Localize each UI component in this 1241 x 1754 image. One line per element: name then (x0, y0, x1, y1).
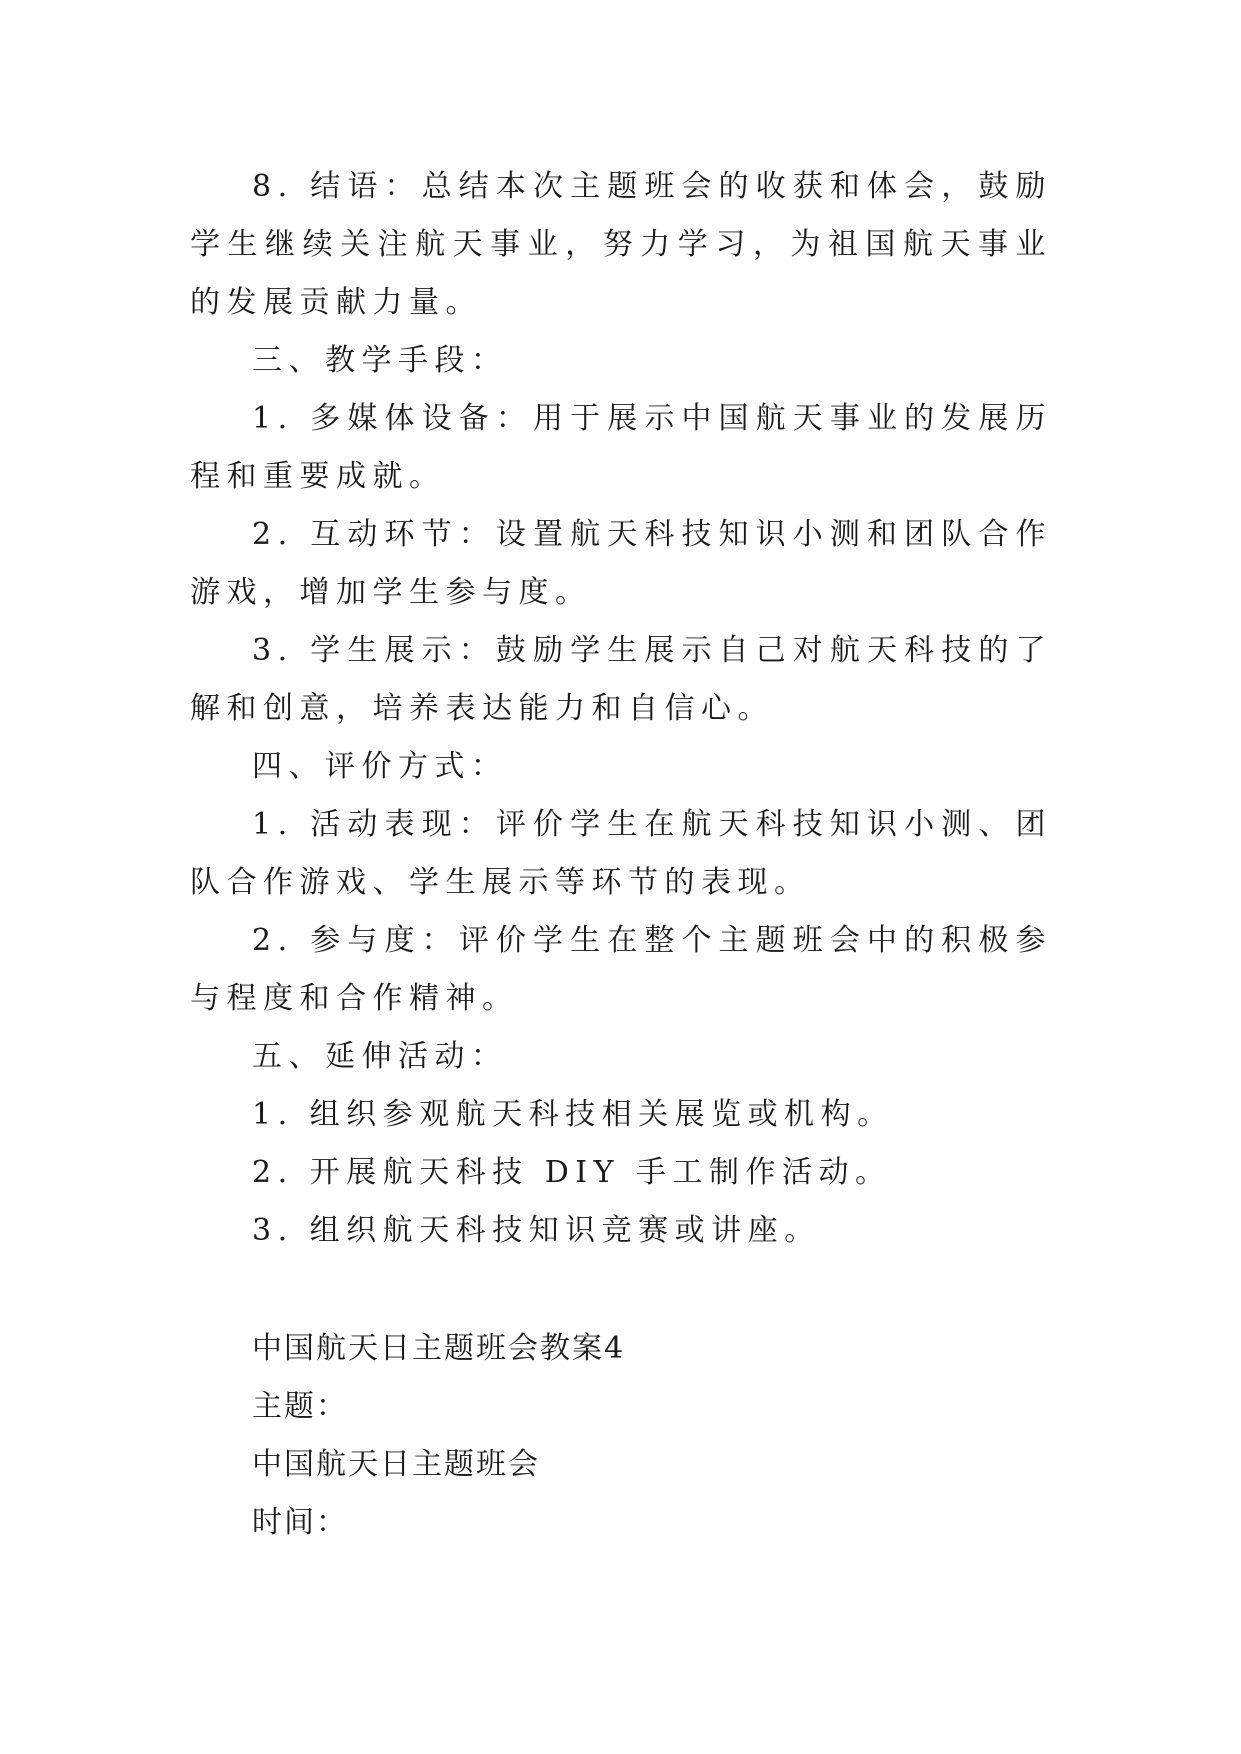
paragraph-method-1: 1. 多媒体设备：用于展示中国航天事业的发展历程和重要成就。 (190, 401, 1052, 494)
document-page (190, 158, 1052, 1552)
paragraph-extension-2: 2. 开展航天科技 DIY 手工制作活动。 (252, 1155, 892, 1190)
paragraph-extension-3: 3. 组织航天科技知识竞赛或讲座。 (252, 1213, 821, 1248)
time-label: 时间： (252, 1505, 348, 1540)
paragraph-conclusion: 8. 结语：总结本次主题班会的收获和体会，鼓励学生继续关注航天事业，努力学习，为祖国航天事业的发展贡献力量。 (190, 169, 1052, 320)
paragraph-evaluation-1: 1. 活动表现：评价学生在航天科技知识小测、团队合作游戏、学生展示等环节的表现。 (190, 807, 1052, 900)
section-title: 中国航天日主题班会教案4 (252, 1331, 626, 1366)
paragraph-evaluation-2: 2. 参与度：评价学生在整个主题班会中的积极参与程度和合作精神。 (190, 923, 1052, 1016)
heading-teaching-methods: 三、教学手段： (252, 343, 508, 378)
heading-extension: 五、延伸活动： (252, 1039, 508, 1074)
paragraph-extension-1: 1. 组织参观航天科技相关展览或机构。 (252, 1097, 894, 1132)
topic-label: 主题： (252, 1389, 348, 1424)
paragraph-method-3: 3. 学生展示：鼓励学生展示自己对航天科技的了解和创意，培养表达能力和自信心。 (190, 633, 1052, 726)
topic-value: 中国航天日主题班会 (252, 1447, 540, 1482)
section-gap (190, 1260, 1052, 1320)
heading-evaluation: 四、评价方式： (252, 749, 508, 784)
paragraph-method-2: 2. 互动环节：设置航天科技知识小测和团队合作游戏，增加学生参与度。 (190, 517, 1052, 610)
